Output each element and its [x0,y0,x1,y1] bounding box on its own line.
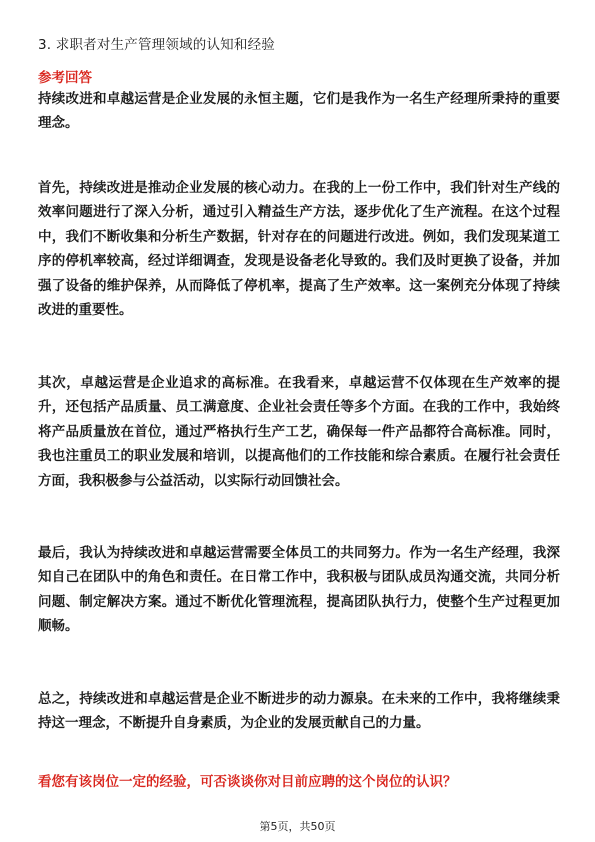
next-question-prompt: 看您有该岗位一定的经验，可否谈谈你对目前应聘的这个岗位的认识？ [38,774,457,790]
answer-paragraph-first: 首先，持续改进是推动企业发展的核心动力。在我的上一份工作中，我们针对生产线的效率问题进行了深入分析，通过引入精益生产方法，逐步优化了生产流程。在这个过程中，我们不断收集和分析生产数据，针对存在的问题进行改进。例如，我们发现某道工序的停机率较高，经过详细调查，发现是设备老化导致的。我们及时更换了设备，并加强了设备的维护保养，从而降低了停机率，提高了生产效率。这一案例充分体现了持续改进的重要性。 [38,180,560,319]
reference-answer-label: 参考回答 [38,70,92,86]
page-number: 第5页，共50页 [259,820,336,833]
answer-paragraph-third: 最后，我认为持续改进和卓越运营需要全体员工的共同努力。作为一名生产经理，我深知自己在团队中的角色和责任。在日常工作中，我积极与团队成员沟通交流，共同分析问题、制定解决方案。通过不断优化管理流程，提高团队执行力，使整个生产过程更加顺畅。 [38,545,560,635]
question-title: 3. 求职者对生产管理领域的认知和经验 [38,37,275,53]
answer-paragraph-conclusion: 总之，持续改进和卓越运营是企业不断进步的动力源泉。在未来的工作中，我将继续秉持这一理念，不断提升自身素质，为企业的发展贡献自己的力量。 [38,691,560,732]
answer-paragraph-second: 其次，卓越运营是企业追求的高标准。在我看来，卓越运营不仅体现在生产效率的提升，还包括产品质量、员工满意度、企业社会责任等多个方面。在我的工作中，我始终将产品质量放在首位，通过严格执行生产工艺，确保每一件产品都符合高标准。同时，我也注重员工的职业发展和培训，以提高他们的工作技能和综合素质。在履行社会责任方面，我积极参与公益活动，以实际行动回馈社会。 [38,375,560,489]
answer-paragraph-intro: 持续改进和卓越运营是企业发展的永恒主题，它们是我作为一名生产经理所秉持的重要理念。 [38,91,560,132]
